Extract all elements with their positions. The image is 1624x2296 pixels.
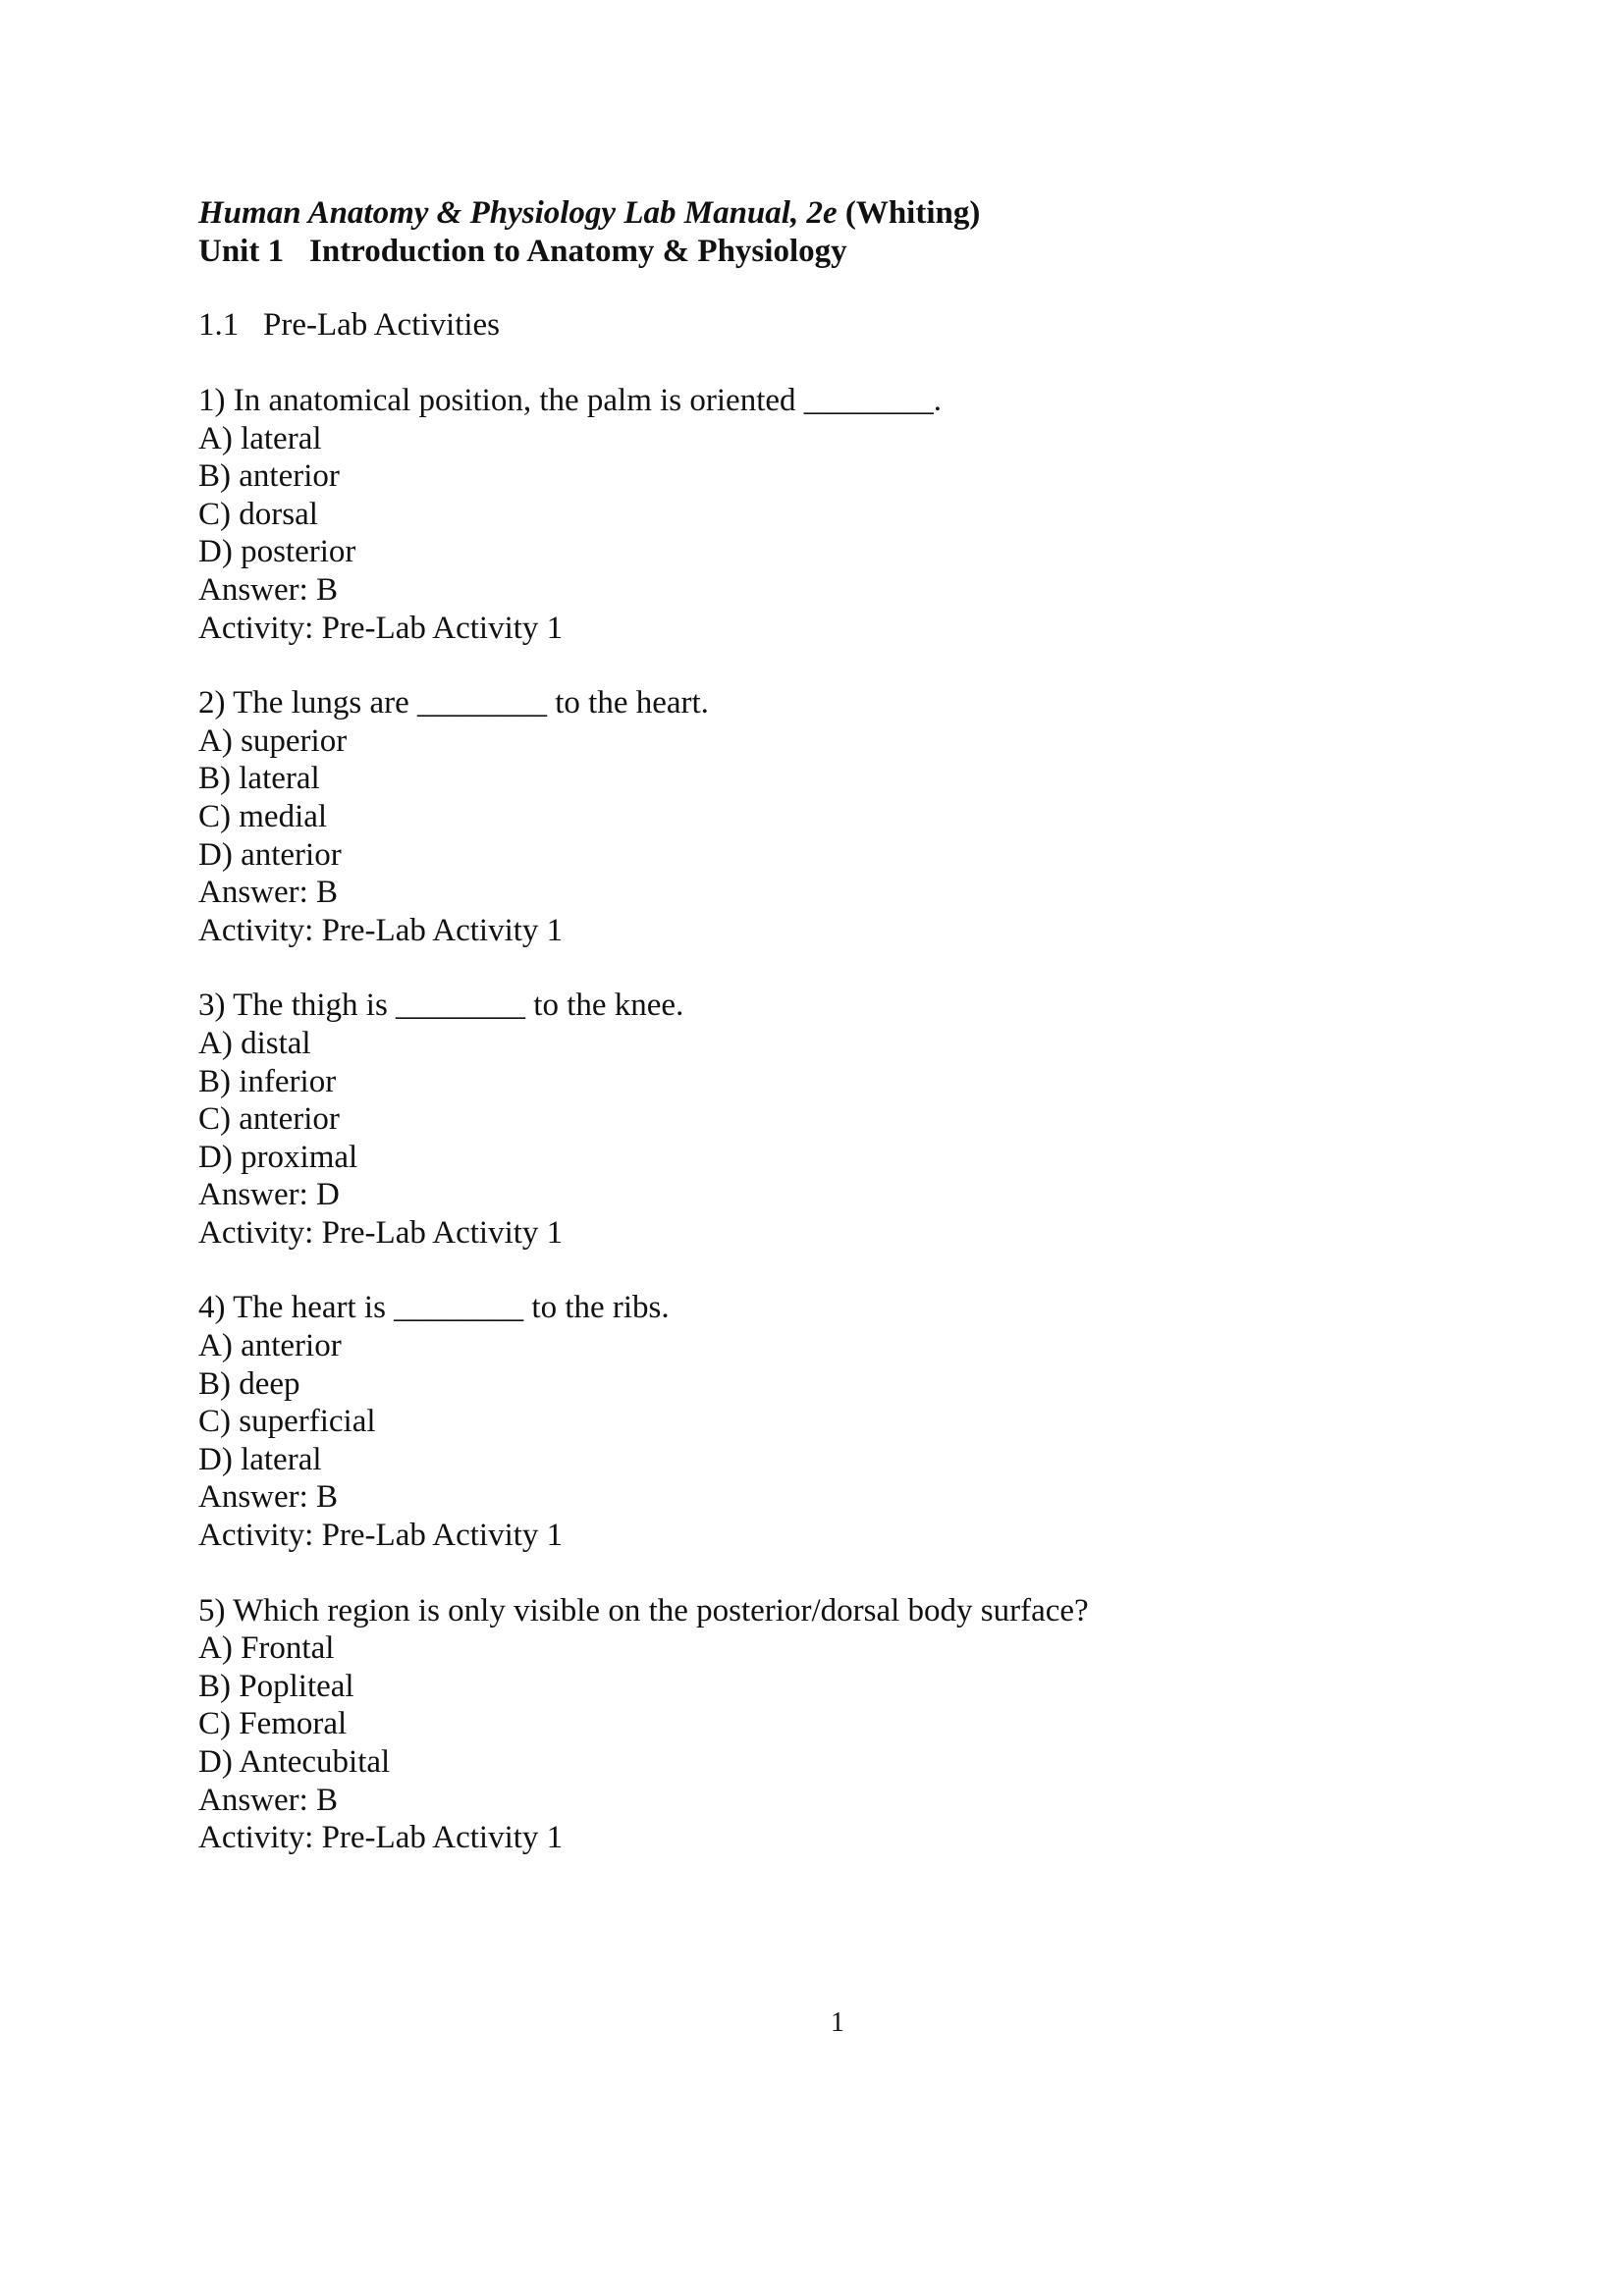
option-b: B) lateral [198,761,320,797]
activity: Activity: Pre-Lab Activity 1 [198,1214,564,1251]
book-author: (Whiting) [844,195,981,231]
option-c: C) dorsal [198,496,318,532]
question-3 [198,987,1426,1252]
option-b: B) anterior [198,458,340,495]
question-5 [198,1592,1426,1857]
unit-number: Unit 1 [198,234,285,269]
question-stem: 4) The heart is ________ to the ribs. [198,1290,670,1326]
option-a: A) anterior [198,1328,342,1364]
answer: Answer: B [198,875,339,911]
book-title-line [198,194,1426,233]
question-stem: 2) The lungs are ________ to the heart. [198,685,709,721]
activity: Activity: Pre-Lab Activity 1 [198,1820,564,1856]
answer: Answer: B [198,1782,339,1818]
question-stem: 3) The thigh is ________ to the knee. [198,988,684,1024]
section-heading [198,306,1426,345]
option-d: D) posterior [198,534,356,570]
activity: Activity: Pre-Lab Activity 1 [198,610,564,646]
option-d: D) proximal [198,1139,358,1175]
unit-heading [198,233,1426,271]
section-title: Pre-Lab Activities [263,307,501,343]
option-d: D) anterior [198,836,342,873]
question-2 [198,684,1426,949]
activity: Activity: Pre-Lab Activity 1 [198,1518,564,1554]
option-a: A) distal [198,1025,311,1061]
answer: Answer: B [198,1479,339,1516]
page-number: 1 [831,2007,844,2038]
question-stem: 1) In anatomical position, the palm is oriented ________. [198,383,943,418]
option-c: C) superficial [198,1404,376,1440]
unit-title: Introduction to Anatomy & Physiology [309,234,847,269]
option-a: A) Frontal [198,1630,335,1667]
book-title: Human Anatomy & Physiology Lab Manual, 2e [198,195,838,231]
option-b: B) inferior [198,1063,337,1099]
option-a: A) superior [198,722,348,759]
option-c: C) Femoral [198,1706,348,1742]
question-4 [198,1289,1426,1554]
question-1 [198,382,1426,647]
option-b: B) Popliteal [198,1668,354,1704]
activity: Activity: Pre-Lab Activity 1 [198,912,564,948]
question-stem: 5) Which region is only visible on the posterior/dorsal body surface? [198,1592,1089,1629]
option-a: A) lateral [198,420,322,456]
section-number: 1.1 [198,307,240,343]
option-d: D) Antecubital [198,1744,391,1780]
option-b: B) deep [198,1365,300,1402]
option-c: C) anterior [198,1101,340,1138]
answer: Answer: D [198,1177,340,1213]
option-c: C) medial [198,798,328,834]
answer: Answer: B [198,571,339,608]
document-page [198,194,1426,1857]
option-d: D) lateral [198,1441,322,1477]
